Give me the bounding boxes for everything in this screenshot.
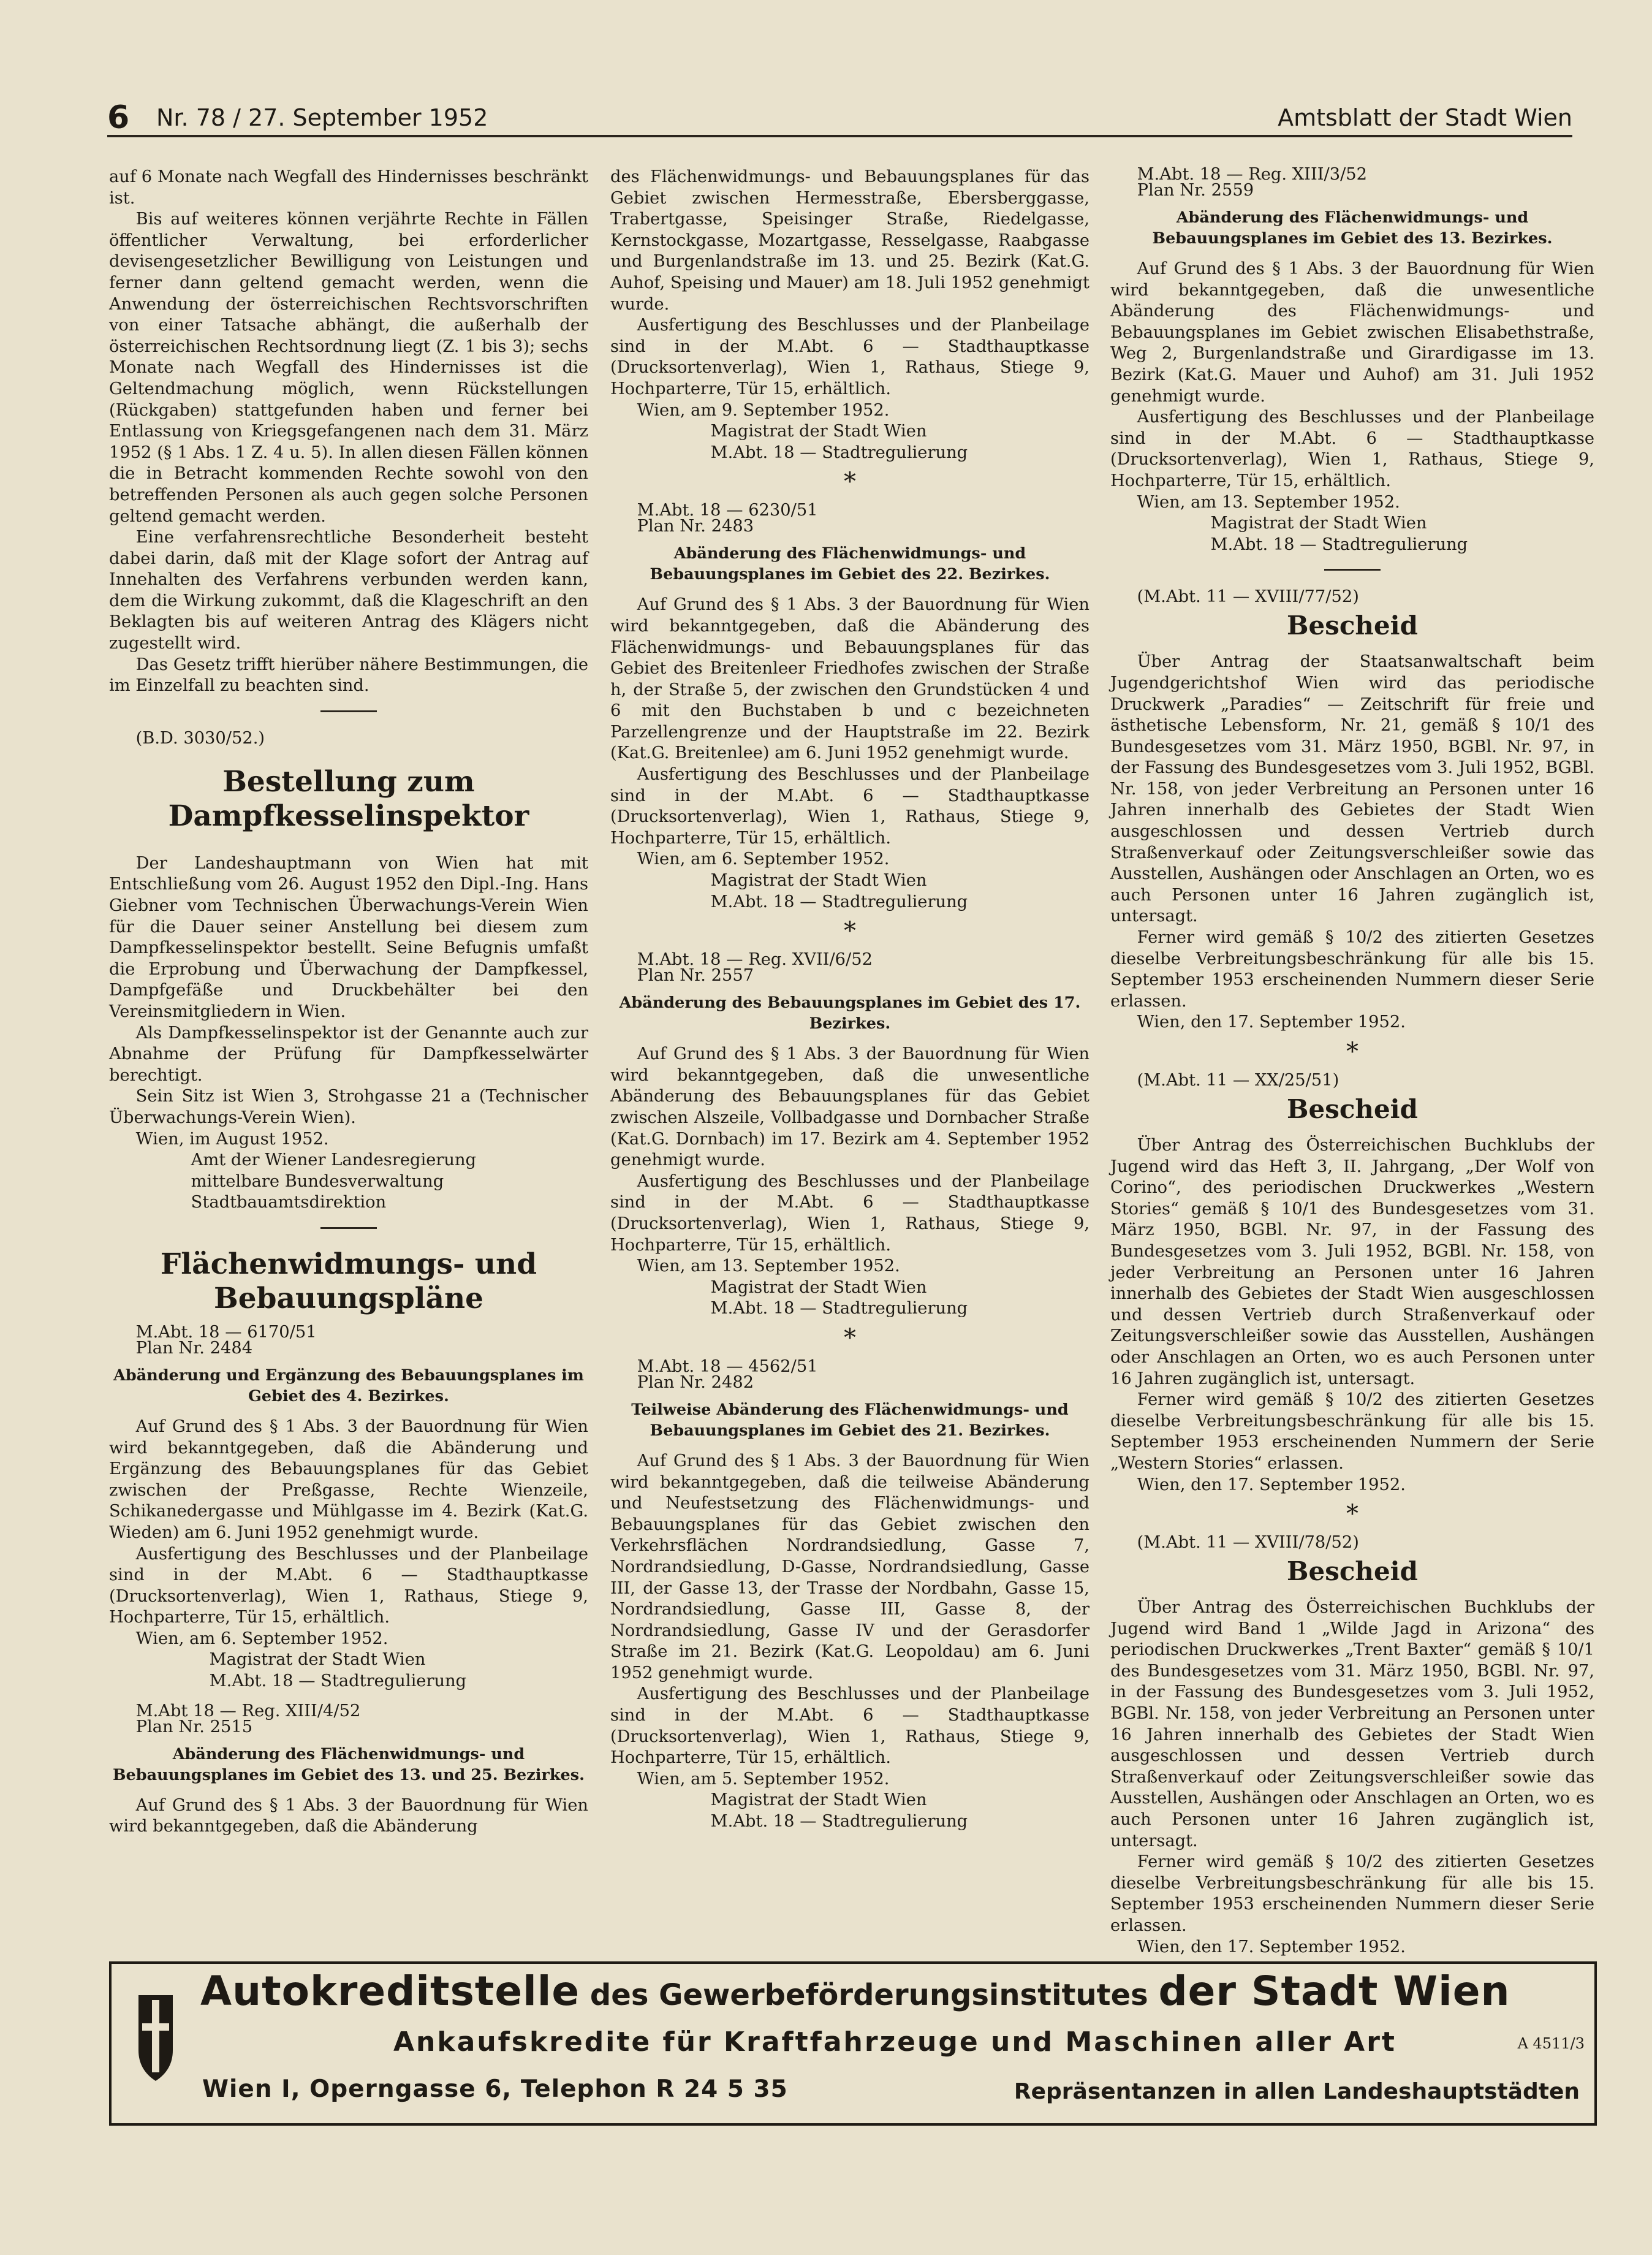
vienna-crest-icon: [136, 1991, 175, 2083]
reference-number: (M.Abt. 11 — XX/25/51): [1137, 1071, 1339, 1090]
date-line: Wien, am 13. September 1952.: [637, 1257, 900, 1276]
column-2: [610, 167, 1089, 1833]
plan-number: Plan Nr. 2559: [1137, 181, 1254, 200]
paragraph: des Flächenwidmungs- und Bebauungsplanes für das Gebiet zwischen Hermesstraße, Ebersberggasse, Trabertgasse, Speisinger Straße, Riedelgasse, Kernstockgasse, Mozartgasse, Resselgasse, Raabgasse und Burgenlandstraße im 13. und 25. Bezirk (Kat.G. Auhof, Speising und Mauer) am 18. Juli 1952 genehmigt wurde.: [610, 167, 1089, 314]
column-1: [109, 167, 588, 1838]
signature: M.Abt. 18 — Stadtregulierung: [710, 443, 968, 462]
signature: Magistrat der Stadt Wien: [710, 1277, 927, 1297]
signature: Magistrat der Stadt Wien: [209, 1650, 426, 1670]
paragraph: Das Gesetz trifft hierüber nähere Bestimmungen, die im Einzelfall zu beachten sind.: [109, 655, 588, 696]
paragraph: Über Antrag der Staatsanwaltschaft beim Jugendgerichtshof Wien wird das periodische Druckwerk „Paradies“ — Zeitschrift für freie und ästhetische Lebensform, Nr. 21, gemäß § 10/1 des Bundesgesetzes vom 31. März 1950, BGBl. Nr. 97, in der Fassung des Bundesgesetzes vom 3. Juli 1952, BGBl. Nr. 158, von jeder Verbreitung an Personen unter 16 Jahren innerhalb des Gebietes der Stadt Wien ausgeschlossen und dessen Vertrieb durch Straßenverkauf oder Zeitungsverschleißer sowie das Ausstellen, Aushängen oder Anschlagen an Orten, wo es auch Personen unter 16 Jahren zugänglich ist, untersagt.: [1110, 652, 1594, 926]
journal-title: Amtsblatt der Stadt Wien: [1278, 104, 1572, 131]
separator: [1324, 569, 1381, 571]
date-line: Wien, am 6. September 1952.: [135, 1629, 388, 1648]
paragraph: Ausfertigung des Beschlusses und der Planbeilage sind in der M.Abt. 6 — Stadthauptkasse (Drucksortenverlag), Wien 1, Rathaus, Stiege 9, Hochparterre, Tür 15, erhältlich.: [109, 1544, 588, 1627]
plan-number: Plan Nr. 2484: [135, 1338, 253, 1358]
separator: [320, 1227, 377, 1229]
separator-asterisk: *: [844, 1323, 856, 1352]
reference-number: (B.D. 3030/52.): [135, 728, 265, 748]
date-line: Wien, im August 1952.: [135, 1129, 329, 1149]
paragraph: Sein Sitz ist Wien 3, Strohgasse 21 a (Technischer Überwachungs-Verein Wien).: [109, 1087, 588, 1127]
reference-number: M.Abt. 18 — Reg. XVII/6/52: [637, 950, 873, 970]
column-3: [1110, 167, 1594, 1958]
notice-title: Abänderung des Flächenwidmungs- und Bebauungsplanes im Gebiet des 13. Bezirkes.: [1152, 208, 1553, 248]
paragraph: Ferner wird gemäß § 10/2 des zitierten Gesetzes dieselbe Verbreitungsbeschränkung für alle bis 15. September 1953 erscheinenden Nummern der Serie „Western Stories“ erlassen.: [1110, 1390, 1594, 1473]
paragraph: Auf Grund des § 1 Abs. 3 der Bauordnung für Wien wird bekanntgegeben, daß die teilweise Abänderung und Neufestsetzung des Flächenwidmungs- und Bebauungsplanes für das Gebiet zwischen den Verkehrsflächen Nordrandsiedlung, Gasse 7, Nordrandsiedlung, D-Gasse, Nordrandsiedlung, Gasse III, der Gasse 13, der Trasse der Nordbahn, Gasse 15, Nordrandsiedlung, Gasse III, Gasse 8, der Nordrandsiedlung, Gasse IV und der Gerasdorfer Straße im 21. Bezirk (Kat.G. Leopoldau) am 6. Juni 1952 genehmigt wurde.: [610, 1451, 1089, 1683]
ad-headline: [200, 1968, 1582, 2015]
paragraph: Als Dampfkesselinspektor ist der Genannte auch zur Abnahme der Prüfung für Dampfkesselwärter berechtigt.: [109, 1023, 588, 1085]
ad-city: der Stadt Wien: [1158, 1968, 1510, 2015]
notice-title: Abänderung des Flächenwidmungs- und Bebauungsplanes im Gebiet des 22. Bezirkes.: [650, 544, 1050, 584]
section-heading: Bescheid: [1286, 1094, 1419, 1124]
section-heading: Bestellung zum Dampfkesselinspektor: [168, 764, 529, 833]
paragraph: Ausfertigung des Beschlusses und der Planbeilage sind in der M.Abt. 6 — Stadthauptkasse (Drucksortenverlag), Wien 1, Rathaus, Stiege 9, Hochparterre, Tür 15, erhältlich.: [610, 1171, 1089, 1255]
paragraph: Ausfertigung des Beschlusses und der Planbeilage sind in der M.Abt. 6 — Stadthauptkasse (Drucksortenverlag), Wien 1, Rathaus, Stiege 9, Hochparterre, Tür 15, erhältlich.: [610, 765, 1089, 848]
paragraph: Bis auf weiteres können verjährte Rechte in Fällen öffentlicher Verwaltung, bei erforderlicher devisengesetzlicher Bewilligung von Leistungen und ferner dann geltend gemacht werden, wenn die Anwendung der österreichischen Rechtsvorschriften von einer Tatsache abhängt, die außerhalb der österreichischen Rechtsordnung liegt (Z. 1 bis 3); sechs Monate nach Wegfall des Hindernisses ist die Geltendmachung möglich, wenn Rückstellungen (Rückgaben) stattgefunden haben und ferner bei Entlassung von Kriegsgefangenen nach dem 31. März 1952 (§ 1 Abs. 1 Z. 4 u. 5). In allen diesen Fällen können die in Betracht kommenden Rechte sowohl von den betreffenden Personen als auch gegen solche Personen geltend gemacht werden.: [109, 210, 588, 526]
paragraph: Auf Grund des § 1 Abs. 3 der Bauordnung für Wien wird bekanntgegeben, daß die Abänderung und Ergänzung des Bebauungsplanes für das Gebiet zwischen der Preßgasse, Rechte Wienzeile, Schikanedergasse und Mühlgasse im 4. Bezirk (Kat.G. Wieden) am 6. Juni 1952 genehmigt wurde.: [109, 1417, 588, 1542]
reference-number: M.Abt. 18 — 6230/51: [637, 501, 818, 520]
signature: Amt der Wiener Landesregierung: [191, 1150, 477, 1170]
signature: Magistrat der Stadt Wien: [710, 1790, 927, 1810]
paragraph: Eine verfahrensrechtliche Besonderheit besteht dabei darin, daß mit der Klage sofort der Antrag auf Innehalten des Verfahrens verbunden werden kann, dem die Wirkung zukommt, daß die Klageschrift an den Beklagten bis auf weiteren Antrag des Klägers nicht zugestellt wird.: [109, 528, 588, 653]
paragraph: Ausfertigung des Beschlusses und der Planbeilage sind in der M.Abt. 6 — Stadthauptkasse (Drucksortenverlag), Wien 1, Rathaus, Stiege 9, Hochparterre, Tür 15, erhältlich.: [1110, 408, 1594, 490]
date-line: Wien, den 17. September 1952.: [1137, 1475, 1406, 1494]
reference-number: (M.Abt. 11 — XVIII/78/52): [1137, 1533, 1359, 1553]
paragraph: auf 6 Monate nach Wegfall des Hindernisses beschränkt ist.: [109, 167, 588, 208]
notice-title: Abänderung des Bebauungsplanes im Gebiet des 17. Bezirkes.: [619, 994, 1081, 1033]
plan-number: Plan Nr. 2557: [637, 966, 754, 986]
date-line: Wien, den 17. September 1952.: [1137, 1937, 1406, 1956]
page-header: [107, 98, 1572, 137]
signature: Magistrat der Stadt Wien: [710, 871, 927, 891]
section-heading: Bescheid: [1286, 610, 1419, 641]
paragraph: Auf Grund des § 1 Abs. 3 der Bauordnung für Wien wird bekanntgegeben, daß die Abänderung des Flächenwidmungs- und Bebauungsplanes für das Gebiet des Breitenleer Friedhofes zwischen der Straße h, der Straße 5, der zwischen den Grundstücken 4 und 6 mit den Buchstaben b und c bezeichneten Parzellengrenze und der Hauptstraße im 22. Bezirk (Kat.G. Breitenlee) am 6. Juni 1952 genehmigt wurde.: [610, 595, 1089, 763]
separator-asterisk: *: [844, 468, 856, 496]
date-line: Wien, am 5. September 1952.: [637, 1769, 890, 1789]
signature: Magistrat der Stadt Wien: [1210, 514, 1427, 533]
ad-institute: des Gewerbeförderungsinstitutes: [589, 1978, 1148, 2012]
notice-title: Abänderung des Flächenwidmungs- und Bebauungsplanes im Gebiet des 13. und 25. Bezirkes.: [113, 1744, 585, 1784]
plan-number: Plan Nr. 2515: [135, 1717, 253, 1736]
section-heading: Bescheid: [1286, 1556, 1419, 1587]
plan-number: Plan Nr. 2483: [637, 517, 754, 536]
paragraph: Über Antrag des Österreichischen Buchklubs der Jugend wird Band 1 „Wilde Jagd in Arizona“ des periodischen Druckwerkes „Trent Baxter“ gemäß § 10/1 des Bundesgesetzes vom 31. März 1950, BGBl. Nr. 97, in der Fassung des Bundesgesetzes vom 3. Juli 1952, BGBl. Nr. 158, von jeder Verbreitung an Personen unter 16 Jahren innerhalb des Gebietes der Stadt Wien ausgeschlossen und dessen Vertrieb durch Straßenverkauf oder Zeitungsverschleißer sowie das Ausstellen, Aushängen oder Anschlagen an Orten, wo es auch Personen unter 16 Jahren zugänglich ist, untersagt.: [1110, 1598, 1594, 1850]
separator: [320, 710, 377, 712]
signature: M.Abt. 18 — Stadtregulierung: [209, 1671, 467, 1691]
reference-number: M.Abt. 18 — 4562/51: [637, 1356, 818, 1376]
issue-number: Nr. 78 / 27. September 1952: [156, 104, 488, 131]
page-number: 6: [107, 99, 130, 136]
reference-number: M.Abt 18 — Reg. XIII/4/52: [135, 1701, 361, 1721]
paragraph: Ausfertigung des Beschlusses und der Planbeilage sind in der M.Abt. 6 — Stadthauptkasse (Drucksortenverlag), Wien 1, Rathaus, Stiege 9, Hochparterre, Tür 15, erhältlich.: [610, 316, 1089, 398]
reference-number: M.Abt. 18 — Reg. XIII/3/52: [1137, 165, 1368, 184]
paragraph: Der Landeshauptmann von Wien hat mit Entschließung vom 26. August 1952 den Dipl.-Ing. Hans Giebner vom Technischen Überwachungs-Verein Wien für die Dauer seiner Anstellung bei diesem zum Dampfkesselinspektor bestellt. Seine Befugnis umfaßt die Erprobung und Überwachung der Dampfkessel, Dampfgefäße und Druckbehälter bei den Vereinsmitgliedern in Wien.: [109, 853, 588, 1021]
notice-title: Teilweise Abänderung des Flächenwidmungs- und Bebauungsplanes im Gebiet des 21. Bezirkes.: [631, 1400, 1069, 1440]
date-line: Wien, am 9. September 1952.: [637, 400, 890, 420]
paragraph: Über Antrag des Österreichischen Buchklubs der Jugend wird das Heft 3, II. Jahrgang, „Der Wolf von Corino“, des periodischen Druckwerkes „Western Stories“ gemäß § 10/1 des Bundesgesetzes vom 31. März 1950, BGBl. Nr. 97, in der Fassung des Bundesgesetzes vom 3. Juli 1952, BGBl. Nr. 158, von jeder Verbreitung an Personen unter 16 Jahren innerhalb des Gebietes der Stadt Wien ausgeschlossen und dessen Vertrieb durch Straßenverkauf oder Zeitungsverschleißer sowie das Ausstellen, Aushängen oder Anschlagen an Orten, wo es auch Personen unter 16 Jahren zugänglich ist, untersagt.: [1110, 1136, 1594, 1388]
signature: mittelbare Bundesverwaltung: [191, 1171, 444, 1191]
paragraph: Auf Grund des § 1 Abs. 3 der Bauordnung für Wien wird bekanntgegeben, daß die unwesentliche Abänderung des Bebauungsplanes für das Gebiet zwischen Alszeile, Vollbadgasse und Dornbacher Straße (Kat.G. Dornbach) im 17. Bezirk am 4. September 1952 genehmigt wurde.: [610, 1044, 1089, 1170]
plan-number: Plan Nr. 2482: [637, 1372, 754, 1392]
signature: M.Abt. 18 — Stadtregulierung: [1210, 534, 1468, 554]
reference-number: (M.Abt. 11 — XVIII/77/52): [1137, 587, 1359, 607]
signature: M.Abt. 18 — Stadtregulierung: [710, 892, 968, 911]
paragraph: Ferner wird gemäß § 10/2 des zitierten Gesetzes dieselbe Verbreitungsbeschränkung für alle bis 15. September 1953 erscheinenden Nummern dieser Serie erlassen.: [1110, 1852, 1594, 1935]
notice-title: Abänderung und Ergänzung des Bebauungsplanes im Gebiet des 4. Bezirkes.: [113, 1366, 584, 1405]
ad-branches: Repräsentanzen in allen Landeshauptstädten: [1014, 2079, 1580, 2104]
date-line: Wien, am 13. September 1952.: [1137, 492, 1400, 512]
paragraph: Ausfertigung des Beschlusses und der Planbeilage sind in der M.Abt. 6 — Stadthauptkasse (Drucksortenverlag), Wien 1, Rathaus, Stiege 9, Hochparterre, Tür 15, erhältlich.: [610, 1684, 1089, 1768]
ad-subline: Ankaufskredite für Kraftfahrzeuge und Maschinen aller Art: [393, 2026, 1396, 2058]
ad-code: A 4511/3: [1517, 2035, 1585, 2052]
signature: Magistrat der Stadt Wien: [710, 422, 927, 441]
paragraph: Ferner wird gemäß § 10/2 des zitierten Gesetzes dieselbe Verbreitungsbeschränkung für alle bis 15. September 1953 erscheinenden Nummern dieser Serie erlassen.: [1110, 928, 1594, 1011]
signature: M.Abt. 18 — Stadtregulierung: [710, 1812, 968, 1831]
date-line: Wien, den 17. September 1952.: [1137, 1013, 1406, 1032]
advertisement: [109, 1961, 1597, 2126]
separator-asterisk: *: [1346, 1500, 1358, 1529]
reference-number: M.Abt. 18 — 6170/51: [135, 1322, 317, 1342]
ad-name: Autokreditstelle: [200, 1968, 580, 2015]
paragraph: Auf Grund des § 1 Abs. 3 der Bauordnung für Wien wird bekanntgegeben, daß die unwesentliche Abänderung des Flächenwidmungs- und Bebauungsplanes im Gebiet zwischen Elisabethstraße, Weg 2, Burgenlandstraße und Girardigasse im 13. Bezirk (Kat.G. Mauer und Auhof) am 31. Juli 1952 genehmigt wurde.: [1110, 259, 1594, 406]
paragraph: Auf Grund des § 1 Abs. 3 der Bauordnung für Wien wird bekanntgegeben, daß die Abänderung: [109, 1795, 588, 1836]
section-heading: Flächenwidmungs- und Bebauungspläne: [160, 1247, 537, 1315]
separator-asterisk: *: [1346, 1038, 1358, 1066]
signature: Stadtbauamtsdirektion: [191, 1193, 387, 1212]
signature: M.Abt. 18 — Stadtregulierung: [710, 1299, 968, 1318]
ad-address: Wien I, Operngasse 6, Telephon R 24 5 35: [202, 2075, 788, 2103]
date-line: Wien, am 6. September 1952.: [637, 850, 890, 869]
separator-asterisk: *: [844, 917, 856, 946]
